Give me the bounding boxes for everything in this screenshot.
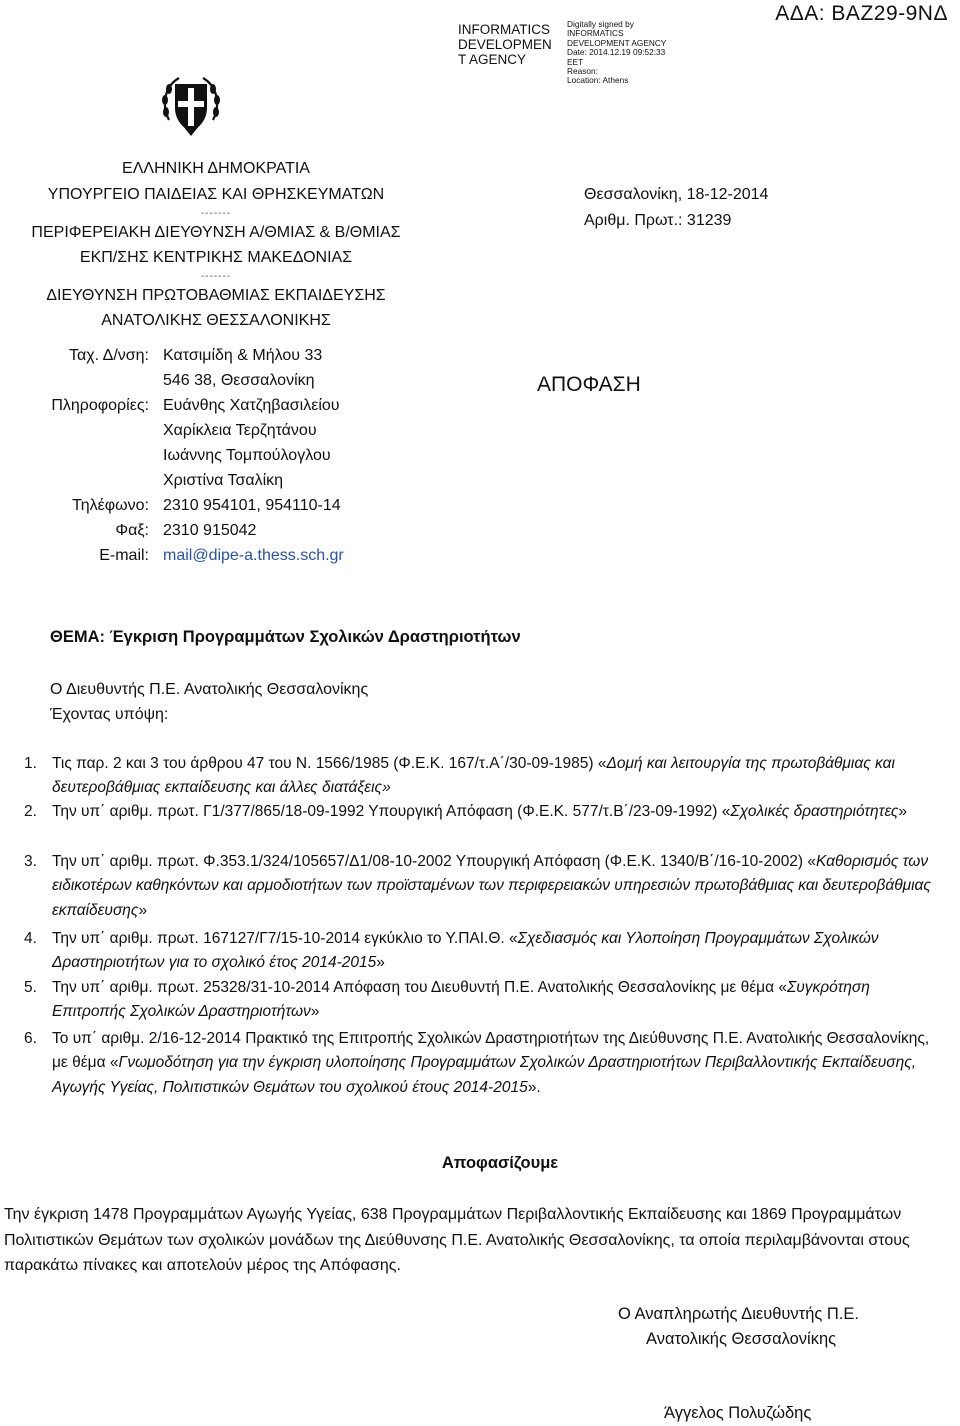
- header-separator: -------: [200, 208, 232, 219]
- item-end: »: [898, 803, 908, 820]
- header-regional-line-1: ΠΕΡΙΦΕΡΕΙΑΚΗ ΔΙΕΥΘΥΝΣΗ Α/ΘΜΙΑΣ & Β/ΘΜΙΑΣ: [31, 224, 401, 241]
- signature-org-line: DEVELOPMEN: [458, 37, 552, 52]
- header-directorate-line-2: ΑΝΑΤΟΛΙΚΗΣ ΘΕΣΣΑΛΟΝΙΚΗΣ: [101, 312, 331, 329]
- item-title: Καθορισμός των ειδικοτέρων καθηκόντων και αρμοδιοτήτων των προϊσταμένων των περιφερειακών υπηρεσιών πρωτοβάθμιας και δευτεροβάθμιας εκπαίδευσης: [52, 853, 931, 919]
- header-regional-line-2: ΕΚΠ/ΣΗΣ ΚΕΝΤΡΙΚΗΣ ΜΑΚΕΔΟΝΙΑΣ: [79, 249, 353, 266]
- consideration-item: [24, 850, 944, 923]
- item-title: Γνωμοδότηση για την έγκριση υλοποίησης Προγραμμάτων Σχολικών Δραστηριοτήτων Περιβαλλοντικής Εκπαίδευσης, Αγωγής Υγείας, Πολιτιστικών Θεμάτων του σχολικού έτους 2014-2015: [52, 1054, 917, 1096]
- address-label: Ταχ. Δ/νση:: [68, 347, 149, 364]
- item-title: Δομή και λειτουργία της πρωτοβάθμιας και δευτεροβάθμιας εκπαίδευσης και άλλες διατάξεις: [52, 755, 895, 797]
- info-name: Ευάνθης Χατζηβασιλείου: [163, 397, 340, 414]
- header-country: ΕΛΛΗΝΙΚΗ ΔΗΜΟΚΡΑΤΙΑ: [122, 160, 310, 177]
- consideration-item: [24, 800, 944, 824]
- signature-meta-line: Location: Athens: [567, 75, 629, 86]
- email-link[interactable]: mail@dipe-a.thess.sch.gr: [163, 547, 344, 564]
- signature-org-line: T AGENCY: [458, 52, 527, 67]
- place-and-date: Θεσσαλονίκη, 18-12-2014: [584, 186, 769, 203]
- consideration-item: [24, 976, 944, 1025]
- email-label: E-mail:: [99, 547, 149, 564]
- address-line-2: 546 38, Θεσσαλονίκη: [163, 372, 315, 389]
- decision-paragraph: Την έγκριση 1478 Προγραμμάτων Αγωγής Υγείας, 638 Προγραμμάτων Περιβαλλοντικής Εκπαίδευσης και 1869 Προγραμμάτων Πολιτιστικών Θεμάτων των σχολικών μονάδων της Διεύθυνσης Π.Ε. Ανατολικής Θεσσαλονίκης, τα οποία περιλαμβάνονται στους παρακάτω πίνακες και αποτελούν μέρος της Απόφασης.: [4, 1206, 910, 1274]
- address-line-1: Κατσιμίδη & Μήλου 33: [163, 347, 323, 364]
- item-number: 4.: [24, 930, 37, 947]
- intro-director: Ο Διευθυντής Π.Ε. Ανατολικής Θεσσαλονίκης: [50, 681, 369, 698]
- phone-value: 2310 954101, 954110-14: [163, 497, 341, 514]
- info-label: Πληροφορίες:: [51, 397, 149, 414]
- info-name: Χαρίκλεια Τερζητάνου: [163, 422, 317, 439]
- consideration-item: [24, 927, 944, 976]
- item-end: ».: [527, 1078, 541, 1096]
- item-end: »: [376, 954, 385, 972]
- item-number: 2.: [24, 803, 37, 820]
- item-end: »: [310, 1003, 320, 1021]
- info-name: Ιωάννης Τομπούλογλου: [163, 447, 331, 464]
- ada-code: ΑΔΑ: ΒΑΖ29-9ΝΔ: [775, 2, 948, 25]
- item-number: 5.: [24, 979, 37, 996]
- item-end: »: [138, 901, 148, 919]
- item-title: Σχολικές δραστηριότητες: [730, 803, 899, 820]
- item-text: Την υπ΄ αριθμ. πρωτ. Φ.353.1/324/105657/Δ1/08-10-2002 Υπουργική Απόφαση (Φ.Ε.Κ. 1340/Β΄/16-10-2002) «: [52, 853, 817, 870]
- signature-organization: [458, 22, 552, 67]
- decide-heading: Αποφασίζουμε: [441, 1154, 559, 1172]
- decision-title: ΑΠΟΦΑΣΗ: [537, 373, 641, 396]
- item-text: Την υπ΄ αριθμ. πρωτ. 167127/Γ7/15-10-2014 εγκύκλιο το Υ.ΠΑΙ.Θ. «: [52, 930, 518, 947]
- header-ministry: ΥΠΟΥΡΓΕΙΟ ΠΑΙΔΕΙΑΣ ΚΑΙ ΘΡΗΣΚΕΥΜΑΤΩΝ: [47, 186, 385, 203]
- signer-role-line-1: Ο Αναπληρωτής Διευθυντής Π.Ε.: [618, 1305, 860, 1323]
- item-text: Το υπ΄ αριθμ. 2/16-12-2014 Πρακτικό της Επιτροπής Σχολικών Δραστηριοτήτων της Διεύθυνσης Π.Ε. Ανατολικής Θεσσαλονίκης, με θέμα «: [52, 1030, 930, 1072]
- item-title: Σχεδιασμός και Υλοποίηση Προγραμμάτων Σχολικών Δραστηριοτήτων για το σχολικό έτος 2014-2015: [52, 930, 879, 972]
- signer-name: Άγγελος Πολυζώδης: [664, 1404, 812, 1422]
- item-text: Την υπ΄ αριθμ. πρωτ. 25328/31-10-2014 Απόφαση του Διευθυντή Π.Ε. Ανατολικής Θεσσαλονίκης με θέμα «: [52, 979, 787, 996]
- signature-meta-line: EET: [567, 56, 584, 67]
- consideration-item: [24, 1027, 944, 1100]
- fax-label: Φαξ:: [115, 522, 149, 539]
- subject-line: ΘΕΜΑ: Έγκριση Προγραμμάτων Σχολικών Δραστηριοτήτων: [50, 628, 521, 646]
- signature-meta-line: DEVELOPMENT AGENCY: [567, 37, 667, 48]
- header-separator: -------: [200, 271, 232, 282]
- signature-meta-line: INFORMATICS: [567, 28, 624, 39]
- signature-meta-line: Digitally signed by: [567, 19, 634, 29]
- signer-role-line-2: Ανατολικής Θεσσαλονίκης: [646, 1330, 837, 1348]
- signature-meta-line: Date: 2014.12.19 09:52:33: [567, 47, 666, 58]
- item-number: 6.: [24, 1030, 37, 1047]
- consideration-item: [24, 752, 944, 801]
- info-name: Χριστίνα Τσαλίκη: [163, 472, 284, 489]
- item-title: Συγκρότηση Επιτροπής Σχολικών Δραστηριοτήτων: [52, 979, 870, 1021]
- header-directorate-line-1: ΔΙΕΥΘΥΝΣΗ ΠΡΩΤΟΒΑΘΜΙΑΣ ΕΚΠΑΙΔΕΥΣΗΣ: [46, 287, 386, 304]
- item-end: »: [382, 779, 391, 797]
- item-number: 1.: [24, 755, 37, 772]
- protocol-number: Αριθμ. Πρωτ.: 31239: [584, 212, 732, 229]
- phone-label: Τηλέφωνο:: [72, 497, 149, 514]
- greek-coat-of-arms-icon: [161, 74, 221, 140]
- signature-meta-line: Reason:: [567, 66, 598, 77]
- item-text: Την υπ΄ αριθμ. πρωτ. Γ1/377/865/18-09-1992 Υπουργική Απόφαση (Φ.Ε.Κ. 577/τ.Β΄/23-09-1992) «: [52, 803, 731, 820]
- digital-signature-details: [567, 20, 666, 86]
- intro-considering: Έχοντας υπόψη:: [50, 706, 169, 723]
- item-text: Τις παρ. 2 και 3 του άρθρου 47 του Ν. 1566/1985 (Φ.Ε.Κ. 167/τ.Α΄/30-09-1985) «: [52, 755, 607, 772]
- item-number: 3.: [24, 853, 37, 870]
- fax-value: 2310 915042: [163, 522, 257, 539]
- signature-org-line: INFORMATICS: [458, 22, 550, 37]
